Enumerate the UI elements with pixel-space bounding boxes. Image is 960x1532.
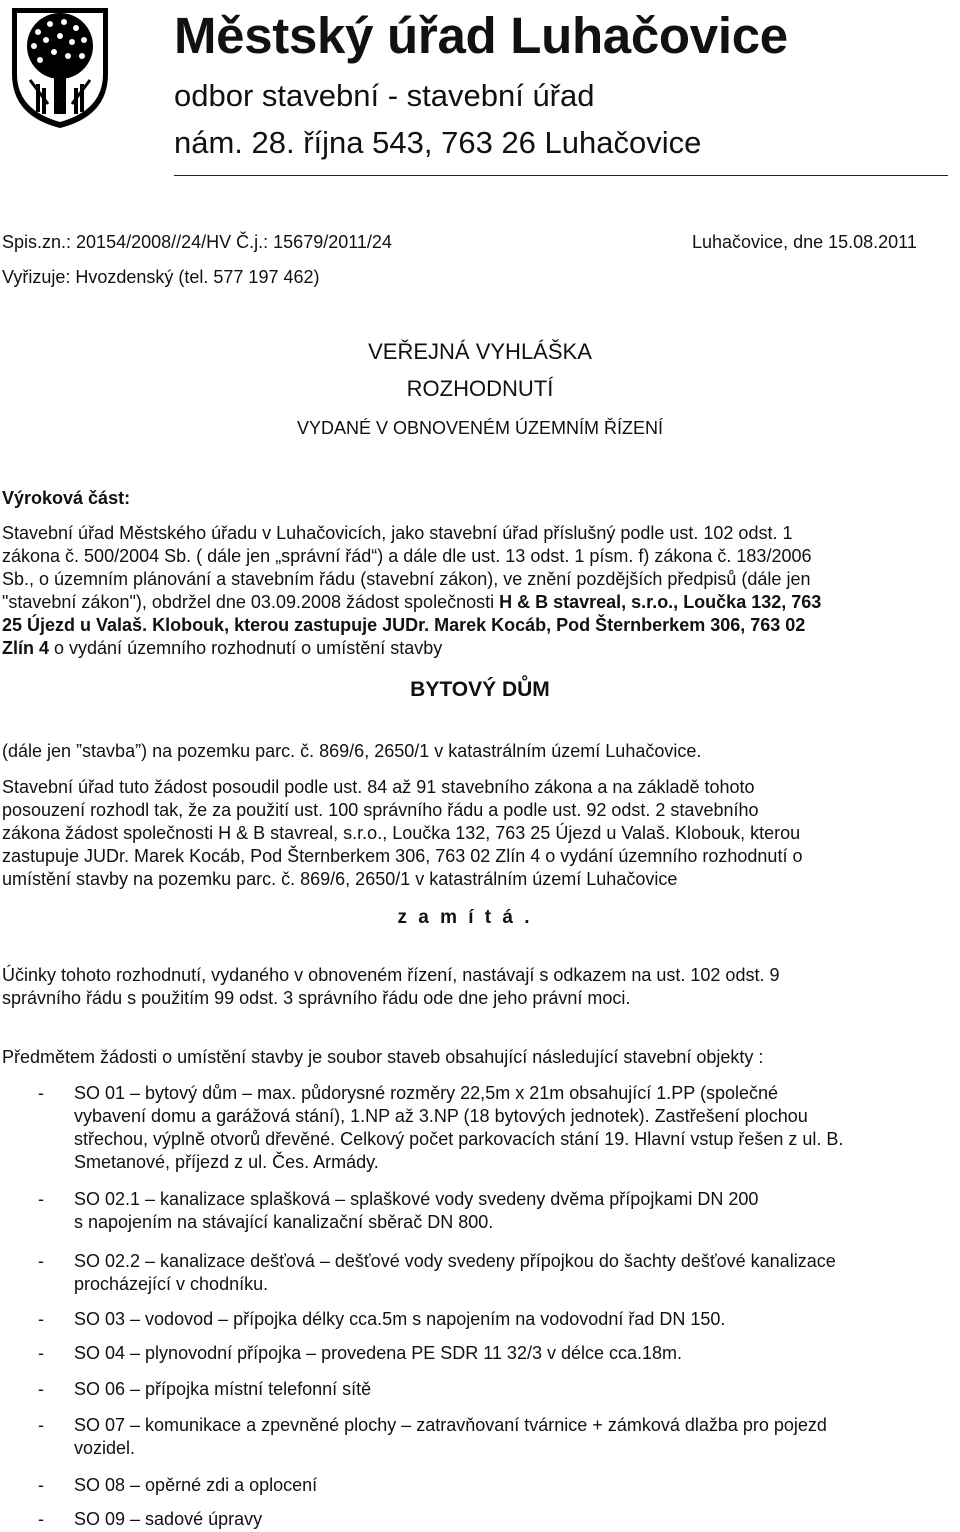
text-line: umístění stavby na pozemku parc. č. 869/6, 2650/1 v katastrálním území Luhačovice: [2, 869, 678, 889]
paragraph-plot: (dále jen ”stavba”) na pozemku parc. č. 869/6, 2650/1 v katastrálním území Luhačovice.: [2, 741, 702, 761]
list-item-text: [74, 1508, 954, 1531]
town-crest-icon: [8, 4, 112, 130]
text-line: zákona č. 500/2004 Sb. ( dále jen „správní řád“) a dále dle ust. 13 odst. 1 písm. f) zákona č. 183/2006: [2, 546, 812, 566]
text-line: posouzení rozhodl tak, že za použití ust. 100 správního řádu a podle ust. 92 odst. 2 stavebního: [2, 800, 759, 820]
text-line: střechou, výplně otvorů dřevěné. Celkový počet parkovacích stání 19. Hlavní vstup řešen z ul. B.: [74, 1129, 844, 1149]
reference-number: Spis.zn.: 20154/2008//24/HV Č.j.: 15679/2011/24: [2, 232, 392, 252]
list-item-text: [74, 1082, 954, 1174]
paragraph-subject: Předmětem žádosti o umístění stavby je soubor staveb obsahující následující stavební objekty :: [2, 1047, 764, 1067]
text-line: SO 03 – vodovod – přípojka délky cca.5m s napojením na vodovodní řad DN 150.: [74, 1309, 726, 1329]
applicant-name: H & B stavreal, s.r.o., Loučka 132, 763: [499, 592, 822, 612]
text-span: "stavební zákon"), obdržel dne 03.09.2008 žádost společnosti: [2, 592, 500, 612]
list-item-text: [74, 1378, 954, 1401]
office-title: Městský úřad Luhačovice: [174, 7, 788, 64]
list-bullet: -: [38, 1475, 44, 1495]
list-bullet: -: [38, 1509, 44, 1529]
decision-title: ROZHODNUTÍ: [406, 376, 554, 401]
list-bullet: -: [38, 1083, 44, 1103]
text-line: SO 06 – přípojka místní telefonní sítě: [74, 1379, 372, 1399]
text-line: zastupuje JUDr. Marek Kocáb, Pod Šternberkem 306, 763 02 Zlín 4 o vydání územního rozhodnutí o: [2, 846, 803, 866]
text-line: Smetanové, příjezd z ul. Čes. Armády.: [74, 1152, 379, 1172]
text-line: SO 08 – opěrné zdi a oplocení: [74, 1475, 318, 1495]
text-line: Stavební úřad Městského úřadu v Luhačovicích, jako stavební úřad příslušný podle ust. 102 odst. 1: [2, 523, 793, 543]
list-bullet: -: [38, 1379, 44, 1399]
text-line: s napojením na stávající kanalizační sběrač DN 800.: [74, 1212, 494, 1232]
doc-type-title: VEŘEJNÁ VYHLÁŠKA: [368, 339, 592, 364]
list-bullet: -: [38, 1309, 44, 1329]
text-line: SO 02.1 – kanalizace splašková – splaškové vody svedeny dvěma přípojkami DN 200: [74, 1189, 759, 1209]
list-bullet: -: [38, 1343, 44, 1363]
office-department: odbor stavební - stavební úřad: [174, 78, 595, 113]
text-line: Stavební úřad tuto žádost posoudil podle ust. 84 až 91 stavebního zákona a na základě tohoto: [2, 777, 755, 797]
decision-subtitle: VYDANÉ V OBNOVENÉM ÚZEMNÍM ŘÍZENÍ: [296, 418, 664, 438]
paragraph-assessment: [2, 776, 952, 891]
handler-contact: Vyřizuje: Hvozdenský (tel. 577 197 462): [2, 267, 320, 287]
text-line: procházející v chodníku.: [74, 1274, 269, 1294]
list-bullet: -: [38, 1189, 44, 1209]
text-line: Sb., o územním plánování a stavebním řádu (stavební zákon), ve znění pozdějších předpisů (dále jen: [2, 569, 811, 589]
list-item-text: [74, 1308, 954, 1331]
text-line: [2, 591, 952, 614]
document-date: Luhačovice, dne 15.08.2011: [692, 232, 917, 252]
text-line: SO 07 – komunikace a zpevněné plochy – zatravňovaní tvárnice + zámková dlažba pro pojezd: [74, 1415, 827, 1435]
header-divider: [174, 175, 948, 176]
list-item-text: [74, 1342, 954, 1365]
text-line: SO 09 – sadové úpravy: [74, 1509, 263, 1529]
text-line: správního řádu s použitím 99 odst. 3 správního řádu ode dne jeho právní moci.: [2, 988, 631, 1008]
list-item-text: [74, 1188, 954, 1234]
list-item-text: [74, 1250, 954, 1296]
office-address: nám. 28. října 543, 763 26 Luhačovice: [174, 125, 702, 160]
text-line: zákona žádost společnosti H & B stavreal, s.r.o., Loučka 132, 763 25 Újezd u Valaš. Klobouk, kterou: [2, 823, 801, 843]
list-bullet: -: [38, 1251, 44, 1271]
building-name: BYTOVÝ DŮM: [410, 678, 550, 701]
section-heading: Výroková část:: [2, 488, 131, 508]
paragraph-effects: [2, 964, 952, 1010]
text-line: vybavení domu a garážová stání), 1.NP až 3.NP (18 bytových jednotek). Zastřešení plochou: [74, 1106, 808, 1126]
applicant-city: Zlín 4: [2, 638, 50, 658]
list-item-text: [74, 1474, 954, 1497]
text-line: Účinky tohoto rozhodnutí, vydaného v obnoveném řízení, nastávají s odkazem na ust. 102 odst. 9: [2, 965, 780, 985]
text-span: o vydání územního rozhodnutí o umístění stavby: [49, 638, 443, 658]
text-line: SO 04 – plynovodní přípojka – provedena PE SDR 11 32/3 v délce cca.18m.: [74, 1343, 683, 1363]
text-line: [2, 637, 952, 660]
verdict: z a m í t á .: [397, 907, 533, 928]
list-bullet: -: [38, 1415, 44, 1435]
text-line: SO 02.2 – kanalizace dešťová – dešťové vody svedeny přípojkou do šachty dešťové kanalizace: [74, 1251, 836, 1271]
list-item-text: [74, 1414, 954, 1460]
paragraph-intro: [2, 522, 952, 660]
text-line: 25 Újezd u Valaš. Klobouk, kterou zastupuje JUDr. Marek Kocáb, Pod Šternberkem 306, 763 02: [2, 615, 806, 635]
text-line: vozidel.: [74, 1438, 136, 1458]
text-line: SO 01 – bytový dům – max. půdorysné rozměry 22,5m x 21m obsahující 1.PP (společné: [74, 1083, 779, 1103]
